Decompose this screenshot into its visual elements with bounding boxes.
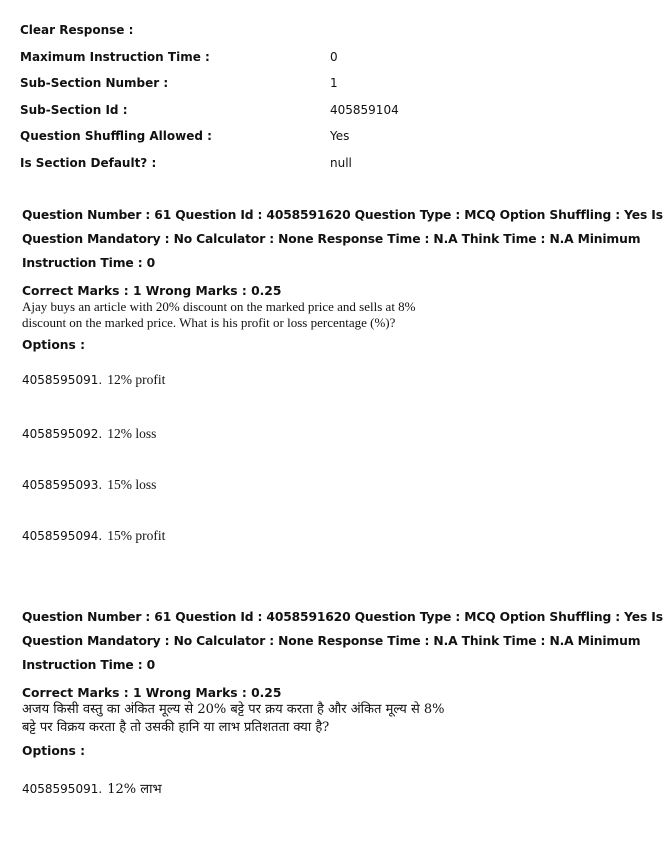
- meta-label: Sub-Section Number :: [20, 76, 169, 91]
- meta-value: 0: [330, 49, 338, 64]
- options-label: Options :: [22, 744, 86, 758]
- option-item[interactable]: [22, 474, 156, 493]
- question-text-line: बट्टे पर विक्रय करता है तो उसकी हानि या लाभ प्रतिशतता क्या है?: [22, 720, 330, 735]
- meta-row-sub-section-id: [20, 97, 575, 124]
- section-meta-table: [20, 17, 575, 177]
- option-text: 12% profit: [107, 372, 166, 387]
- option-item[interactable]: [22, 525, 165, 544]
- option-id: 4058595091.: [22, 782, 103, 796]
- option-id: 4058595091.: [22, 373, 103, 387]
- question-marks: Correct Marks : 1 Wrong Marks : 0.25: [22, 686, 282, 700]
- question-text: Ajay buys an article with 20% discount on the marked price and sells at 8% discount on the marked price. What is his profit or loss percentage (%)?: [22, 299, 416, 330]
- option-item[interactable]: [22, 423, 156, 442]
- meta-row-is-section-default: [20, 150, 575, 177]
- option-text: 12% लाभ: [107, 782, 162, 797]
- option-item[interactable]: [22, 778, 162, 797]
- question-header-line: Question Mandatory : No Calculator : None Response Time : N.A Think Time : N.A Minimum: [22, 232, 641, 246]
- option-id: 4058595094.: [22, 529, 103, 543]
- option-text: 15% profit: [107, 528, 166, 543]
- meta-value: 405859104: [330, 102, 399, 117]
- question-header-line: Question Number : 61 Question Id : 4058591620 Question Type : MCQ Option Shuffling : Yes Is: [22, 610, 663, 624]
- question-block-hindi: [22, 605, 663, 761]
- option-id: 4058595092.: [22, 427, 103, 441]
- meta-value: 1: [330, 76, 338, 91]
- question-header-line: Question Number : 61 Question Id : 4058591620 Question Type : MCQ Option Shuffling : Yes Is: [22, 208, 663, 222]
- option-id: 4058595093.: [22, 478, 103, 492]
- question-header-line: Instruction Time : 0: [22, 658, 156, 672]
- meta-label: Sub-Section Id :: [20, 102, 128, 117]
- question-block-english: [22, 203, 663, 355]
- meta-label: Is Section Default? :: [20, 155, 157, 170]
- meta-value: null: [330, 155, 352, 170]
- question-text-line: अजय किसी वस्तु का अंकित मूल्य से 20% बट्टे पर क्रय करता है और अंकित मूल्य से 8%: [22, 702, 445, 717]
- meta-label: Maximum Instruction Time :: [20, 49, 210, 64]
- meta-row-question-shuffling: [20, 123, 575, 150]
- option-item[interactable]: [22, 369, 165, 388]
- meta-row-sub-section-number: [20, 70, 575, 97]
- option-text: 15% loss: [107, 477, 157, 492]
- question-marks: Correct Marks : 1 Wrong Marks : 0.25: [22, 284, 282, 298]
- question-header-line: Question Mandatory : No Calculator : None Response Time : N.A Think Time : N.A Minimum: [22, 634, 641, 648]
- meta-row-clear-response: [20, 17, 575, 44]
- options-label: Options :: [22, 338, 86, 352]
- meta-label: Clear Response :: [20, 23, 134, 37]
- option-text: 12% loss: [107, 426, 157, 441]
- question-header-line: Instruction Time : 0: [22, 256, 156, 270]
- meta-row-max-instruction-time: [20, 44, 575, 71]
- meta-label: Question Shuffling Allowed :: [20, 129, 212, 144]
- meta-value: Yes: [330, 129, 350, 144]
